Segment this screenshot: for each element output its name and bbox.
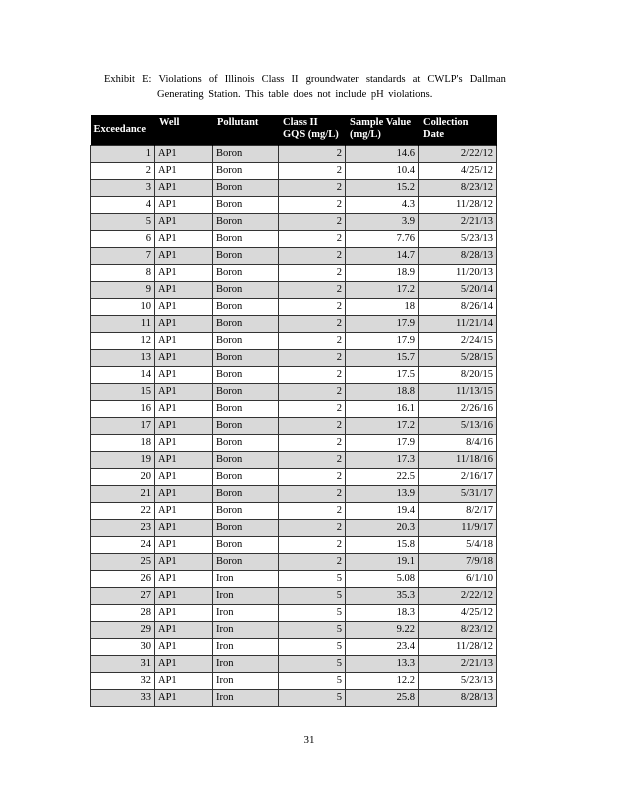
collection-date-cell: 11/9/17 [419, 520, 497, 537]
exceedance-cell: 33 [91, 690, 155, 707]
well-cell: AP1 [155, 622, 213, 639]
table-row [91, 520, 497, 537]
sample-value-cell: 35.3 [346, 588, 419, 605]
table-row [91, 503, 497, 520]
sample-value-cell: 22.5 [346, 469, 419, 486]
gqs-cell: 2 [279, 469, 346, 486]
exceedance-cell: 3 [91, 180, 155, 197]
well-cell: AP1 [155, 452, 213, 469]
collection-date-cell: 11/28/12 [419, 639, 497, 656]
sample-value-cell: 19.1 [346, 554, 419, 571]
exceedance-cell: 27 [91, 588, 155, 605]
collection-date-cell: 11/18/16 [419, 452, 497, 469]
sample-value-cell: 15.2 [346, 180, 419, 197]
table-row [91, 690, 497, 707]
collection-date-cell: 11/21/14 [419, 316, 497, 333]
collection-date-cell: 8/28/13 [419, 690, 497, 707]
pollutant-cell: Boron [213, 418, 279, 435]
exceedance-cell: 22 [91, 503, 155, 520]
collection-date-cell: 11/20/13 [419, 265, 497, 282]
collection-date-cell: 8/26/14 [419, 299, 497, 316]
exceedance-cell: 15 [91, 384, 155, 401]
gqs-cell: 2 [279, 282, 346, 299]
sample-value-cell: 17.9 [346, 435, 419, 452]
gqs-cell: 2 [279, 197, 346, 214]
collection-date-cell: 8/4/16 [419, 435, 497, 452]
well-cell: AP1 [155, 554, 213, 571]
gqs-cell: 2 [279, 435, 346, 452]
table-row [91, 214, 497, 231]
collection-date-cell: 5/23/13 [419, 231, 497, 248]
gqs-cell: 5 [279, 588, 346, 605]
well-cell: AP1 [155, 282, 213, 299]
exceedance-cell: 17 [91, 418, 155, 435]
collection-date-cell: 2/16/17 [419, 469, 497, 486]
sample-value-cell: 18.3 [346, 605, 419, 622]
pollutant-cell: Boron [213, 435, 279, 452]
pollutant-cell: Boron [213, 384, 279, 401]
sample-value-cell: 17.5 [346, 367, 419, 384]
sample-value-cell: 17.2 [346, 282, 419, 299]
well-cell: AP1 [155, 197, 213, 214]
gqs-cell: 5 [279, 571, 346, 588]
pollutant-cell: Boron [213, 163, 279, 180]
sample-value-cell: 10.4 [346, 163, 419, 180]
gqs-cell: 5 [279, 656, 346, 673]
pollutant-cell: Boron [213, 231, 279, 248]
gqs-cell: 5 [279, 605, 346, 622]
gqs-cell: 2 [279, 248, 346, 265]
sample-value-cell: 14.6 [346, 146, 419, 163]
well-cell: AP1 [155, 231, 213, 248]
pollutant-cell: Boron [213, 537, 279, 554]
pollutant-cell: Boron [213, 333, 279, 350]
exceedance-cell: 16 [91, 401, 155, 418]
table-row [91, 537, 497, 554]
well-cell: AP1 [155, 146, 213, 163]
sample-value-cell: 23.4 [346, 639, 419, 656]
table-row [91, 367, 497, 384]
pollutant-cell: Boron [213, 401, 279, 418]
collection-date-cell: 11/28/12 [419, 197, 497, 214]
exceedance-cell: 11 [91, 316, 155, 333]
well-cell: AP1 [155, 673, 213, 690]
collection-date-cell: 5/4/18 [419, 537, 497, 554]
pollutant-cell: Iron [213, 656, 279, 673]
table-row [91, 384, 497, 401]
gqs-cell: 2 [279, 384, 346, 401]
caption-line-2: Generating Station. This table does not include pH violations. [157, 89, 433, 100]
collection-date-cell: 6/1/10 [419, 571, 497, 588]
pollutant-cell: Boron [213, 520, 279, 537]
pollutant-cell: Boron [213, 452, 279, 469]
collection-date-cell: 2/21/13 [419, 656, 497, 673]
exceedance-cell: 31 [91, 656, 155, 673]
table-row [91, 299, 497, 316]
gqs-cell: 2 [279, 554, 346, 571]
exceedance-cell: 9 [91, 282, 155, 299]
exceedance-cell: 29 [91, 622, 155, 639]
table-row [91, 486, 497, 503]
exceedance-cell: 12 [91, 333, 155, 350]
gqs-cell: 5 [279, 673, 346, 690]
gqs-cell: 2 [279, 350, 346, 367]
table-row [91, 418, 497, 435]
well-cell: AP1 [155, 180, 213, 197]
gqs-cell: 5 [279, 690, 346, 707]
table-row [91, 282, 497, 299]
gqs-cell: 2 [279, 367, 346, 384]
gqs-cell: 2 [279, 265, 346, 282]
sample-value-cell: 17.9 [346, 333, 419, 350]
table-row [91, 452, 497, 469]
pollutant-cell: Iron [213, 605, 279, 622]
table-header-row [91, 115, 497, 146]
gqs-cell: 2 [279, 299, 346, 316]
pollutant-cell: Boron [213, 180, 279, 197]
header-exceedance: Exceedance [91, 115, 155, 146]
table-row [91, 146, 497, 163]
well-cell: AP1 [155, 163, 213, 180]
pollutant-cell: Boron [213, 503, 279, 520]
pollutant-cell: Boron [213, 469, 279, 486]
table-body [91, 146, 497, 707]
table-caption [104, 72, 506, 102]
exceedance-cell: 32 [91, 673, 155, 690]
collection-date-cell: 8/20/15 [419, 367, 497, 384]
header-sample-value: Sample Value (mg/L) [346, 115, 419, 146]
table-row [91, 622, 497, 639]
well-cell: AP1 [155, 333, 213, 350]
well-cell: AP1 [155, 214, 213, 231]
table-row [91, 231, 497, 248]
sample-value-cell: 13.9 [346, 486, 419, 503]
well-cell: AP1 [155, 367, 213, 384]
well-cell: AP1 [155, 656, 213, 673]
sample-value-cell: 7.76 [346, 231, 419, 248]
pollutant-cell: Boron [213, 265, 279, 282]
table-row [91, 350, 497, 367]
gqs-cell: 5 [279, 639, 346, 656]
sample-value-cell: 13.3 [346, 656, 419, 673]
sample-value-cell: 18.9 [346, 265, 419, 282]
collection-date-cell: 2/24/15 [419, 333, 497, 350]
sample-value-cell: 17.3 [346, 452, 419, 469]
exceedance-cell: 19 [91, 452, 155, 469]
well-cell: AP1 [155, 503, 213, 520]
well-cell: AP1 [155, 571, 213, 588]
sample-value-cell: 16.1 [346, 401, 419, 418]
table-row [91, 180, 497, 197]
pollutant-cell: Iron [213, 690, 279, 707]
well-cell: AP1 [155, 299, 213, 316]
gqs-cell: 2 [279, 214, 346, 231]
sample-value-cell: 12.2 [346, 673, 419, 690]
exceedance-cell: 8 [91, 265, 155, 282]
well-cell: AP1 [155, 486, 213, 503]
exceedance-cell: 7 [91, 248, 155, 265]
exceedance-cell: 23 [91, 520, 155, 537]
well-cell: AP1 [155, 639, 213, 656]
table-row [91, 197, 497, 214]
gqs-cell: 2 [279, 520, 346, 537]
table-row [91, 605, 497, 622]
sample-value-cell: 5.08 [346, 571, 419, 588]
pollutant-cell: Boron [213, 367, 279, 384]
exceedance-cell: 10 [91, 299, 155, 316]
sample-value-cell: 25.8 [346, 690, 419, 707]
pollutant-cell: Boron [213, 146, 279, 163]
collection-date-cell: 5/28/15 [419, 350, 497, 367]
pollutant-cell: Iron [213, 639, 279, 656]
well-cell: AP1 [155, 384, 213, 401]
table-row [91, 554, 497, 571]
pollutant-cell: Iron [213, 673, 279, 690]
table-row [91, 401, 497, 418]
header-pollutant: Pollutant [213, 115, 279, 146]
collection-date-cell: 5/31/17 [419, 486, 497, 503]
exceedance-cell: 25 [91, 554, 155, 571]
collection-date-cell: 2/22/12 [419, 588, 497, 605]
sample-value-cell: 18 [346, 299, 419, 316]
well-cell: AP1 [155, 520, 213, 537]
pollutant-cell: Iron [213, 622, 279, 639]
pollutant-cell: Boron [213, 316, 279, 333]
table-row [91, 333, 497, 350]
sample-value-cell: 20.3 [346, 520, 419, 537]
sample-value-cell: 3.9 [346, 214, 419, 231]
caption-line-1: Exhibit E: Violations of Illinois Class II groundwater standards at CWLP's Dallman [104, 74, 506, 85]
sample-value-cell: 14.7 [346, 248, 419, 265]
sample-value-cell: 18.8 [346, 384, 419, 401]
collection-date-cell: 2/21/13 [419, 214, 497, 231]
pollutant-cell: Iron [213, 588, 279, 605]
gqs-cell: 2 [279, 231, 346, 248]
collection-date-cell: 4/25/12 [419, 163, 497, 180]
pollutant-cell: Boron [213, 486, 279, 503]
well-cell: AP1 [155, 418, 213, 435]
exceedance-cell: 1 [91, 146, 155, 163]
well-cell: AP1 [155, 469, 213, 486]
table-row [91, 435, 497, 452]
collection-date-cell: 8/28/13 [419, 248, 497, 265]
exceedance-cell: 14 [91, 367, 155, 384]
collection-date-cell: 11/13/15 [419, 384, 497, 401]
collection-date-cell: 7/9/18 [419, 554, 497, 571]
table-row [91, 656, 497, 673]
well-cell: AP1 [155, 248, 213, 265]
gqs-cell: 2 [279, 401, 346, 418]
table-row [91, 639, 497, 656]
table-row [91, 316, 497, 333]
table-row [91, 571, 497, 588]
pollutant-cell: Boron [213, 214, 279, 231]
collection-date-cell: 8/2/17 [419, 503, 497, 520]
table-row [91, 248, 497, 265]
pollutant-cell: Boron [213, 248, 279, 265]
collection-date-cell: 4/25/12 [419, 605, 497, 622]
collection-date-cell: 5/23/13 [419, 673, 497, 690]
sample-value-cell: 19.4 [346, 503, 419, 520]
exceedance-cell: 24 [91, 537, 155, 554]
collection-date-cell: 2/22/12 [419, 146, 497, 163]
gqs-cell: 2 [279, 333, 346, 350]
sample-value-cell: 15.8 [346, 537, 419, 554]
collection-date-cell: 8/23/12 [419, 622, 497, 639]
violations-table [90, 115, 497, 707]
table-row [91, 673, 497, 690]
sample-value-cell: 9.22 [346, 622, 419, 639]
well-cell: AP1 [155, 537, 213, 554]
collection-date-cell: 5/20/14 [419, 282, 497, 299]
well-cell: AP1 [155, 350, 213, 367]
sample-value-cell: 17.2 [346, 418, 419, 435]
header-gqs: Class II GQS (mg/L) [279, 115, 346, 146]
gqs-cell: 2 [279, 486, 346, 503]
well-cell: AP1 [155, 265, 213, 282]
exceedance-cell: 2 [91, 163, 155, 180]
well-cell: AP1 [155, 435, 213, 452]
gqs-cell: 2 [279, 452, 346, 469]
gqs-cell: 2 [279, 163, 346, 180]
collection-date-cell: 5/13/16 [419, 418, 497, 435]
exceedance-cell: 5 [91, 214, 155, 231]
gqs-cell: 2 [279, 503, 346, 520]
exceedance-cell: 6 [91, 231, 155, 248]
sample-value-cell: 17.9 [346, 316, 419, 333]
pollutant-cell: Boron [213, 197, 279, 214]
exceedance-cell: 4 [91, 197, 155, 214]
gqs-cell: 2 [279, 316, 346, 333]
page-number: 31 [303, 734, 315, 746]
pollutant-cell: Iron [213, 571, 279, 588]
table-row [91, 265, 497, 282]
header-well: Well [155, 115, 213, 146]
header-collection-date: Collection Date [419, 115, 497, 146]
exceedance-cell: 21 [91, 486, 155, 503]
table-row [91, 588, 497, 605]
collection-date-cell: 2/26/16 [419, 401, 497, 418]
pollutant-cell: Boron [213, 554, 279, 571]
exceedance-cell: 30 [91, 639, 155, 656]
exceedance-cell: 18 [91, 435, 155, 452]
gqs-cell: 2 [279, 537, 346, 554]
collection-date-cell: 8/23/12 [419, 180, 497, 197]
exceedance-cell: 20 [91, 469, 155, 486]
gqs-cell: 2 [279, 146, 346, 163]
well-cell: AP1 [155, 605, 213, 622]
pollutant-cell: Boron [213, 350, 279, 367]
sample-value-cell: 4.3 [346, 197, 419, 214]
well-cell: AP1 [155, 316, 213, 333]
gqs-cell: 2 [279, 418, 346, 435]
gqs-cell: 2 [279, 180, 346, 197]
well-cell: AP1 [155, 690, 213, 707]
well-cell: AP1 [155, 401, 213, 418]
exceedance-cell: 28 [91, 605, 155, 622]
gqs-cell: 5 [279, 622, 346, 639]
table-row [91, 163, 497, 180]
table-row [91, 469, 497, 486]
well-cell: AP1 [155, 588, 213, 605]
pollutant-cell: Boron [213, 299, 279, 316]
exceedance-cell: 13 [91, 350, 155, 367]
exceedance-cell: 26 [91, 571, 155, 588]
pollutant-cell: Boron [213, 282, 279, 299]
sample-value-cell: 15.7 [346, 350, 419, 367]
